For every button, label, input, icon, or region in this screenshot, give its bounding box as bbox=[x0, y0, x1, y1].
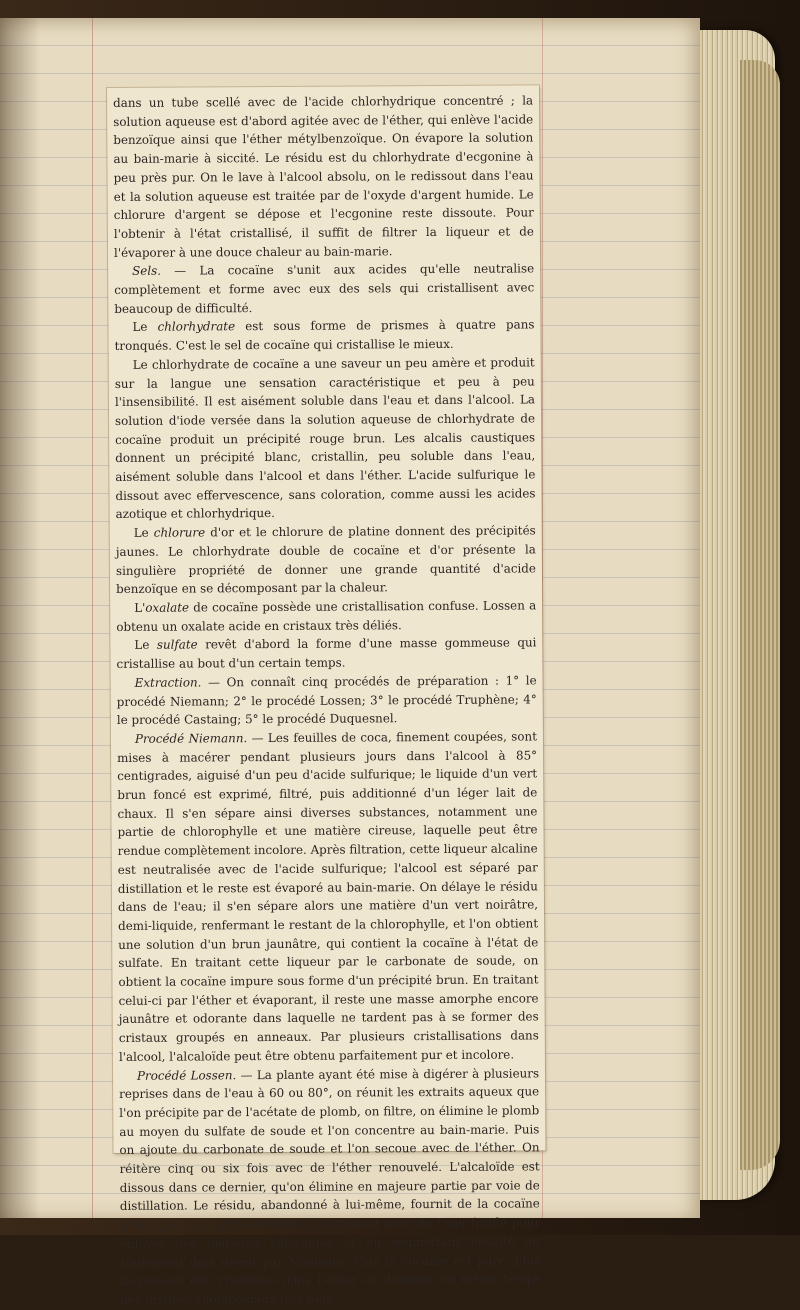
paragraph-body: revêt d'abord la forme d'une masse gommeuse qui cristallise au bout d'un certain temps. bbox=[116, 636, 536, 671]
paragraph-extraction bbox=[117, 671, 537, 730]
paragraph-sulfate bbox=[116, 634, 536, 674]
paragraph-ecgonine: dans un tube scellé avec de l'acide chlorhydrique concentré ; la solution aqueuse est d'abord agitée avec de l'éther, qui enlève l'acide benzoïque ainsi que l'éther métylbenzoïque. On évapore la solution au bain-marie à siccité. Le résidu est du chlorhydrate d'ecgonine à peu près pur. On le lave à l'alcool absolu, on le redissout dans l'eau et la solution aqueuse est traitée par de l'oxyde d'argent humide. Le chlorure d'argent se dépose et l'ecgonine reste dissoute. Pour l'obtenir à l'état cristallisé, il suffit de filtrer la liqueur et de l'évaporer à une douce chaleur au bain-marie. bbox=[113, 91, 534, 262]
paragraph-before: L' bbox=[134, 601, 145, 615]
paragraph-body: — Les feuilles de coca, finement coupées, sont mises à macérer pendant plusieurs jours dans l'alcool à 85° centigrades, aiguisé d'un peu d'acide sulfurique; le liquide d'un vert brun foncé est exprimé, filtré, puis additionné d'un léger lait de chaux. Il s'en sépare ainsi diverses substances, notamment une partie de chlorophylle et une matière cireuse, laquelle peut être rendue complètement incolore. Après filtration, cette liqueur alcaline est neutralisée avec de l'acide sulfurique; l'alcool est séparé par distillation et le reste est évaporé au bain-marie. On délaye le résidu dans de l'eau; il s'en sépare alors une matière d'un vert noirâtre, demi-liquide, renfermant le restant de la chlorophylle, et l'on obtient une solution d'un brun jaunâtre, qui contient la cocaïne à l'état de sulfate. En traitant cette liqueur par le carbonate de soude, on obtient la cocaïne impure sous forme d'un précipité brun. En traitant celui-ci par l'éther et évaporant, il reste une masse amorphe encore jaunâtre et odorante dans laquelle ne tardent pas à se former des cristaux groupés en anneaux. Par plusieurs cristallisations dans l'alcool, l'alcaloïde peut être obtenu parfaitement pur et incolore. bbox=[117, 729, 539, 1064]
paragraph-procede-lossen bbox=[119, 1064, 540, 1310]
paragraph-before: Le bbox=[132, 320, 157, 334]
paragraph-body: — La plante ayant été mise à digérer à plusieurs reprises dans de l'eau à 60 ou 80°, on réunit les extraits aqueux que l'on précipite par de l'acétate de plomb, on filtre, on élimine le plomb au moyen du sulfate de soude et l'on concentre au bain-marie. Puis on ajoute du carbonate de soude et l'on secoue avec de l'éther. On réitère cinq ou six fois avec de l'éther renouvelé. L'alcaloïde est dissous dans ce dernier, qu'on élimine en majeure partie par voie de distillation. Le résidu, abandonné à lui-même, fournit de la cocaïne brute que l'on purifie d'abord en triturant avec de l'eau froide pour enlever des matières colorantes et en soumettant ensuite au traitement déjà décrit par Niemann. Plus la cocaïne est pure, plus facilement elle cristallise dans l'éther en donnant en même temps des prismes rhomboïdaux très nets. bbox=[119, 1066, 540, 1307]
paragraph-oxalate bbox=[116, 596, 536, 636]
paragraph-body: — La cocaïne s'unit aux acides qu'elle neutralise complètement et forme avec eux des sels qui cristallisent avec beaucoup de difficulté. bbox=[114, 262, 534, 316]
spine-shadow bbox=[0, 18, 40, 1218]
paragraph-body: est sous forme de prismes à quatre pans tronqués. C'est le sel de cocaïne qui cristallise le mieux. bbox=[115, 318, 535, 353]
book-page-edges-inner bbox=[740, 60, 780, 1170]
section-label-sels: Sels. bbox=[132, 264, 161, 278]
section-label-lossen: Procédé Lossen. bbox=[137, 1068, 236, 1083]
section-label-niemann: Procédé Niemann. bbox=[135, 731, 247, 746]
paragraph-chlorhydrate-properties: Le chlorhydrate de cocaïne a une saveur un peu amère et produit sur la langue une sensation caractéristique et peu à peu l'insensibilité. Il est aisément soluble dans l'eau et dans l'alcool. La solution d'iode versée dans la solution aqueuse de chlorhydrate de cocaïne produit un précipité rouge brun. Les alcalis caustiques donnent un précipité blanc, cristallin, peu soluble dans l'eau, aisément soluble dans l'alcool et dans l'éther. L'acide sulfurique le dissout avec effervescence, sans coloration, comme aussi les acides azotique et chlorhydrique. bbox=[115, 353, 536, 524]
printed-clipping bbox=[107, 85, 545, 1153]
term-sulfate: sulfate bbox=[157, 638, 198, 652]
term-chlorhydrate: chlorhydrate bbox=[158, 320, 236, 334]
term-oxalate: oxalate bbox=[145, 600, 189, 614]
paragraph-before: Le bbox=[134, 638, 157, 652]
section-label-extraction: Extraction. bbox=[135, 675, 202, 689]
term-chlorure: chlorure bbox=[154, 526, 205, 540]
paragraph-chlorhydrate bbox=[114, 316, 534, 356]
margin-rule-left bbox=[92, 18, 93, 1218]
paragraph-body: d'or et le chlorure de platine donnent des précipités jaunes. Le chlorhydrate double de cocaïne et d'or présente la singulière propriété de donner une grande quantité d'acide benzoïque en se décomposant par la chaleur. bbox=[116, 524, 536, 597]
paragraph-body: de cocaïne possède une cristallisation confuse. Lossen a obtenu un oxalate acide en cristaux très déliés. bbox=[116, 598, 536, 633]
paragraph-before: Le bbox=[134, 526, 154, 540]
paragraph-sels bbox=[114, 260, 534, 319]
paragraph-body: — On connaît cinq procédés de préparation : 1° le procédé Niemann; 2° le procédé Lossen; 3° le procédé Truphène; 4° le procédé Castaing; 5° le procédé Duquesnel. bbox=[117, 673, 537, 727]
paragraph-procede-niemann bbox=[117, 727, 539, 1066]
paragraph-chlorure bbox=[116, 522, 536, 599]
